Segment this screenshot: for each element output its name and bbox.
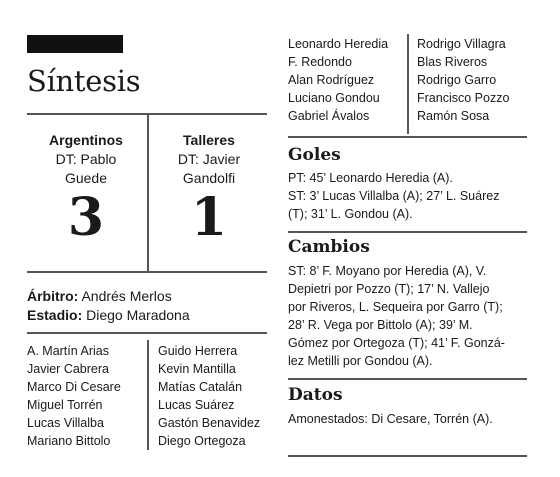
list-item: A. Martín Arias (27, 344, 109, 358)
list-item: Francisco Pozzo (417, 91, 510, 105)
list-item: Rodrigo Villagra (417, 37, 506, 51)
home-score: 3 (67, 187, 105, 248)
divider-score (27, 271, 267, 273)
list-item: Blas Riveros (417, 55, 488, 69)
list-item: Luciano Gondou (288, 91, 380, 105)
away-coach-line-2: Gandolfi (182, 170, 236, 186)
divider-lineups-continued (407, 34, 409, 134)
list-item: Javier Cabrera (27, 362, 109, 376)
datos-line: Amonestados: Di Cesare, Torrén (A). (288, 412, 493, 426)
away-lineup-list-continued (417, 35, 509, 125)
cambios-line: por Riveros, L. Sequeira por Garro (T); (288, 300, 503, 314)
list-item: Lucas Villalba (27, 416, 104, 430)
goles-line: ST: 3’ Lucas Villalba (A); 27’ L. Suárez (288, 189, 500, 203)
divider-lineups (147, 340, 149, 450)
list-item: Guido Herrera (158, 344, 238, 358)
away-coach-line-1: DT: Javier (177, 151, 241, 167)
list-item: Mariano Bittolo (27, 434, 111, 448)
home-coach-line-2: Guede (64, 170, 108, 186)
referee-value: Andrés Merlos (78, 288, 172, 304)
divider-cambios (288, 231, 527, 233)
list-item: Kevin Mantilla (158, 362, 236, 376)
referee-label: Árbitro: (27, 288, 79, 304)
datos-text (288, 410, 528, 428)
divider-bottom (288, 455, 527, 457)
away-team (150, 131, 268, 188)
list-item: Ramón Sosa (417, 109, 490, 123)
list-item: Leonardo Heredia (288, 37, 389, 51)
cambios-line: ST: 8’ F. Moyano por Heredia (A), V. (288, 264, 487, 278)
cambios-line: lez Metilli por Gondou (A). (288, 354, 433, 368)
divider-datos (288, 378, 527, 380)
section-marker-bar (27, 35, 123, 53)
home-team-name: Argentinos (49, 132, 123, 148)
home-coach-line-1: DT: Pablo (55, 151, 117, 167)
list-item: Rodrigo Garro (417, 73, 497, 87)
goles-heading: Goles (288, 145, 341, 165)
cambios-text (288, 262, 528, 370)
stadium-line (27, 305, 190, 325)
cambios-line: 28’ R. Vega por Bittolo (A); 39’ M. (288, 318, 473, 332)
away-team-name: Talleres (183, 132, 235, 148)
list-item: F. Redondo (288, 55, 352, 69)
referee-line (27, 286, 172, 306)
cambios-line: Depietri por Pozzo (T); 17’ N. Vallejo (288, 282, 490, 296)
list-item: Marco Di Cesare (27, 380, 121, 394)
home-lineup-list (27, 342, 121, 450)
goles-line: PT: 45’ Leonardo Heredia (A). (288, 171, 453, 185)
datos-heading: Datos (288, 385, 343, 405)
stadium-value: Diego Maradona (82, 307, 190, 323)
divider-teams (147, 113, 149, 271)
home-lineup-list-continued (288, 35, 388, 125)
list-item: Gastón Benavidez (158, 416, 261, 430)
away-score: 1 (190, 187, 228, 248)
list-item: Gabriel Ávalos (288, 109, 370, 123)
goles-text (288, 169, 528, 223)
list-item: Diego Ortegoza (158, 434, 246, 448)
list-item: Alan Rodríguez (288, 73, 375, 87)
goles-line: (T); 31’ L. Gondou (A). (288, 207, 413, 221)
away-lineup-list (158, 342, 260, 450)
list-item: Miguel Torrén (27, 398, 103, 412)
stadium-label: Estadio: (27, 307, 83, 323)
home-team (27, 131, 145, 188)
cambios-heading: Cambios (288, 237, 370, 257)
list-item: Lucas Suárez (158, 398, 235, 412)
divider-info (27, 332, 267, 334)
cambios-line: Gómez por Ortegoza (T); 41’ F. Gonzá- (288, 336, 505, 350)
divider-goles (288, 136, 527, 138)
page-title: Síntesis (27, 64, 141, 98)
list-item: Matías Catalán (158, 380, 243, 394)
